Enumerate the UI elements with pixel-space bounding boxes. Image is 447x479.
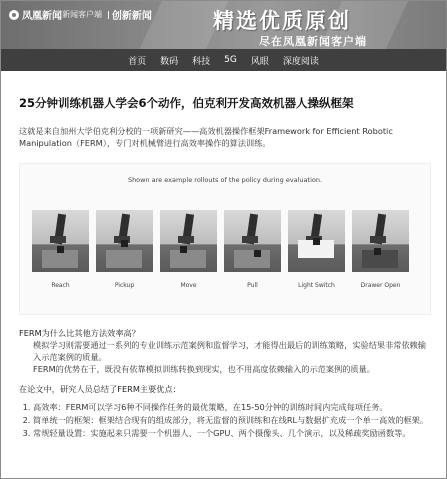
figure-cell-drawer-open bbox=[352, 210, 409, 289]
figure-frames bbox=[32, 210, 416, 289]
article bbox=[19, 95, 434, 149]
nav-item-fengyan[interactable]: 风眼 bbox=[250, 56, 269, 67]
section-question: FERM为什么比其他方法效率高？ bbox=[19, 328, 140, 338]
nav-item-deep-reading[interactable]: 深度阅读 bbox=[282, 56, 319, 67]
advantages-list bbox=[19, 401, 434, 439]
header-banner bbox=[1, 1, 446, 49]
figure-label: Pickup bbox=[114, 282, 135, 289]
banner-slogan: 精选优质原创 bbox=[213, 9, 351, 33]
logo-sub: 新闻客户端 bbox=[62, 10, 102, 19]
article-intro: 这就是来自加州大学伯克利分校的一项新研究——高效机器操作框架Framework for Efficient Robotic Manipulation（FERM），专门对机械臂进行高效率操作的算法训练。 bbox=[19, 126, 393, 148]
robot-photo bbox=[224, 210, 281, 272]
robot-photo bbox=[96, 210, 153, 272]
figure-cell-pickup bbox=[96, 210, 153, 289]
robot-photo bbox=[288, 210, 345, 272]
site-logo[interactable] bbox=[9, 7, 152, 22]
figure-label: Pull bbox=[247, 282, 258, 289]
robot-photo bbox=[352, 210, 409, 272]
figure-label: Light Switch bbox=[298, 282, 335, 289]
nav-item-home[interactable]: 首页 bbox=[128, 56, 147, 67]
figure-cell-move bbox=[160, 210, 217, 289]
article-figure bbox=[19, 163, 431, 315]
figure-cell-light-switch bbox=[288, 210, 345, 289]
article-body bbox=[19, 327, 434, 440]
list-item: 3. 常规轻量设置：实施起来只需要一个机器人、一个GPU、两个摄像头、几个演示，以及稀疏奖励函数等。 bbox=[33, 427, 434, 439]
figure-caption: Shown are example rollouts of the policy during evaluation. bbox=[127, 176, 323, 184]
body-paragraph: FERM的优势在于，既没有依靠模拟训练转换到现实，也不用高度依赖输入的示范案例的质量。 bbox=[33, 364, 375, 374]
robot-photo bbox=[160, 210, 217, 272]
nav-item-5g[interactable]: 5G bbox=[224, 55, 237, 65]
article-title: 25分钟训练机器人学会6个动作，伯克利开发高效机器人操纵框架 bbox=[19, 96, 354, 110]
logo-divider: | bbox=[107, 10, 110, 19]
logo-brand: 凤凰新闻 bbox=[22, 11, 62, 22]
figure-label: Reach bbox=[51, 282, 70, 289]
body-paragraph: 模拟学习则需要通过一系列的专业训练示范案例和监督学习，才能得出最后的训练策略，实验结果非常依赖输入示范案例的质量。 bbox=[33, 340, 427, 362]
main-nav bbox=[1, 49, 446, 71]
banner-tagline: 尽在凤凰新闻客户端 bbox=[259, 35, 367, 48]
phoenix-logo-icon bbox=[9, 10, 19, 20]
figure-label: Move bbox=[180, 282, 197, 289]
figure-label: Drawer Open bbox=[360, 282, 401, 289]
list-item: 2. 简单统一的框架：框架结合现有的组成部分，将无监督的预训练和在线RL与数据扩充成一个单一高效的框架。 bbox=[33, 414, 434, 426]
nav-item-digital[interactable]: 数码 bbox=[160, 56, 179, 67]
list-item: 1. 高效率：FERM可以学习6种不同操作任务的最优策略，在15-50分钟的训练时间内完成每项任务。 bbox=[33, 401, 434, 413]
figure-cell-pull bbox=[224, 210, 281, 289]
logo-product: 创新新闻 bbox=[111, 11, 152, 22]
robot-photo bbox=[32, 210, 89, 272]
summary-line: 在论文中，研究人员总结了FERM主要优点： bbox=[19, 384, 181, 394]
figure-cell-reach bbox=[32, 210, 89, 289]
nav-item-tech[interactable]: 科技 bbox=[192, 56, 211, 67]
